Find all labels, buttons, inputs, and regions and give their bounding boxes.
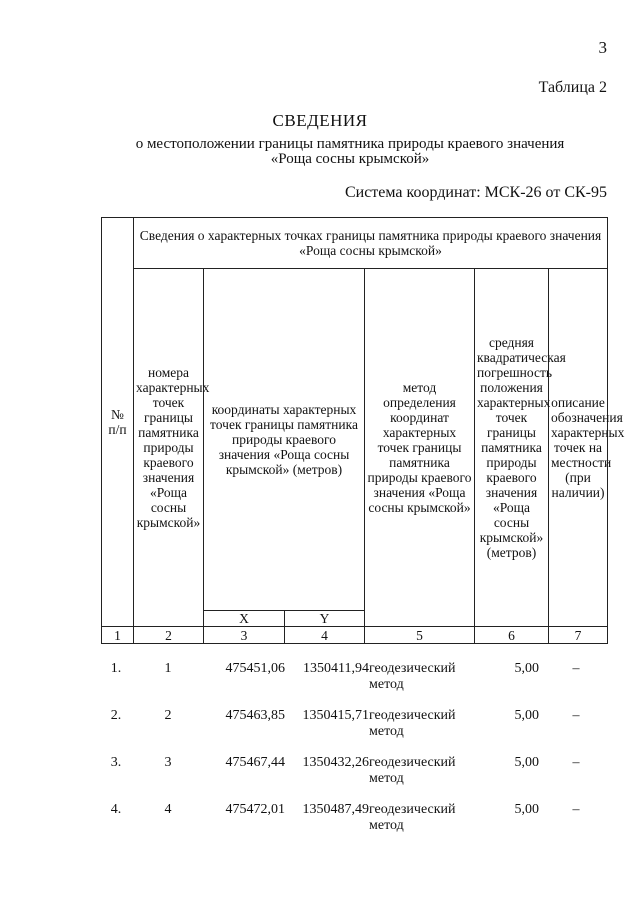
- document-subtitle: [120, 137, 580, 167]
- header-coordinates: координаты характерных точек границы памятника природы краевого значения «Роща сосны крымской» (метров): [204, 269, 365, 611]
- coordinate-x: 475472,01: [225, 802, 285, 817]
- column-number: 3: [204, 627, 285, 644]
- header-supergroup: Сведения о характерных точках границы памятника природы краевого значения «Роща сосны крымской»: [134, 218, 608, 269]
- method-line-2: метод: [369, 677, 404, 692]
- mean-error: 5,00: [514, 708, 539, 723]
- coordinate-x: 475463,85: [225, 708, 285, 723]
- coordinate-x: 475467,44: [225, 755, 285, 770]
- method: [369, 755, 473, 787]
- coordinate-y: 1350411,94: [303, 661, 369, 676]
- column-number: 2: [134, 627, 204, 644]
- point-number: 1: [164, 661, 172, 676]
- method: [369, 802, 473, 834]
- method-line-1: геодезический: [369, 708, 456, 723]
- row-index: 2.: [110, 708, 122, 723]
- header-error: средняя квадратическая погрешность положения характерных точек границы памятника природы краевого значения «Роща сосны крымской» (метров): [475, 269, 549, 627]
- method: [369, 661, 473, 693]
- point-number: 4: [164, 802, 172, 817]
- point-number: 3: [164, 755, 172, 770]
- row-index: 3.: [110, 755, 122, 770]
- points-table-body: [101, 650, 607, 838]
- document-title: СВЕДЕНИЯ: [272, 111, 368, 130]
- description: –: [572, 802, 580, 817]
- header-index: № п/п: [102, 218, 134, 627]
- column-number: 5: [365, 627, 475, 644]
- row-index: 4.: [110, 802, 122, 817]
- point-number: 2: [164, 708, 172, 723]
- column-number: 4: [285, 627, 365, 644]
- coordinate-y: 1350487,49: [302, 802, 369, 817]
- subtitle-line-1: о местоположении границы памятника природы краевого значения: [135, 136, 565, 152]
- row-index: 1.: [110, 661, 122, 676]
- method-line-2: метод: [369, 818, 404, 833]
- header-y: Y: [285, 611, 365, 627]
- table-row: [101, 697, 607, 744]
- header-description: описание обозначения характерных точек на местности (при наличии): [549, 269, 608, 627]
- mean-error: 5,00: [514, 802, 539, 817]
- header-method: метод определения координат характерных точек границы памятника природы краевого значения «Роща сосны крымской»: [365, 269, 475, 627]
- header-x: X: [204, 611, 285, 627]
- table-row: [101, 791, 607, 838]
- coordinate-y: 1350415,71: [302, 708, 369, 723]
- page-number: 3: [598, 38, 607, 57]
- table-row: [101, 744, 607, 791]
- coordinate-system-label: Система координат: МСК-26 от СК-95: [344, 184, 607, 201]
- header-point-number: номера характерных точек границы памятника природы краевого значения «Роща сосны крымской»: [134, 269, 204, 627]
- column-number: 7: [549, 627, 608, 644]
- method-line-2: метод: [369, 771, 404, 786]
- description: –: [572, 708, 580, 723]
- method-line-1: геодезический: [369, 661, 456, 676]
- method-line-1: геодезический: [369, 802, 456, 817]
- points-table-header: [101, 217, 625, 644]
- description: –: [572, 661, 580, 676]
- table-row: [101, 650, 607, 697]
- column-number: 6: [475, 627, 549, 644]
- coordinate-x: 475451,06: [225, 661, 285, 676]
- mean-error: 5,00: [514, 755, 539, 770]
- method-line-1: геодезический: [369, 755, 456, 770]
- mean-error: 5,00: [514, 661, 539, 676]
- method-line-2: метод: [369, 724, 404, 739]
- table-label: Таблица 2: [538, 79, 607, 96]
- column-number: 1: [102, 627, 134, 644]
- subtitle-line-2: «Роща сосны крымской»: [270, 151, 430, 167]
- description: –: [572, 755, 580, 770]
- method: [369, 708, 473, 740]
- coordinate-y: 1350432,26: [302, 755, 369, 770]
